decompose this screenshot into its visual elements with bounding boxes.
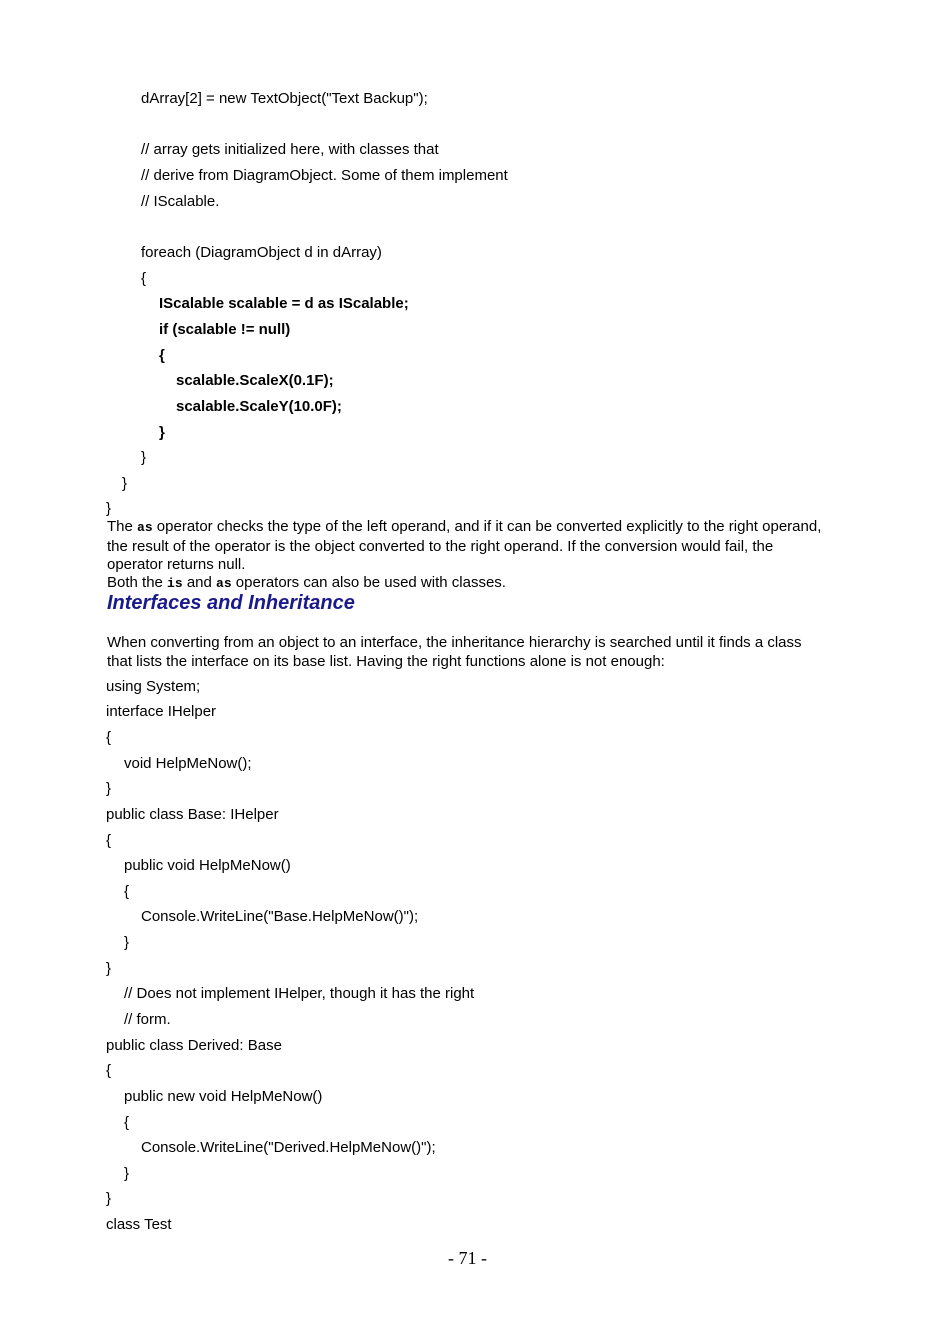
section-heading: Interfaces and Inheritance xyxy=(107,592,355,614)
code-brace: { xyxy=(124,883,130,900)
code-line: Console.WriteLine("Base.HelpMeNow()"); xyxy=(141,908,419,925)
code-line: Console.WriteLine("Derived.HelpMeNow()"); xyxy=(141,1139,436,1156)
keyword-as: as xyxy=(216,576,232,591)
code-brace: } xyxy=(124,934,130,951)
code-brace: } xyxy=(159,424,165,441)
code-brace: } xyxy=(124,1165,130,1182)
code-line-bold: IScalable scalable = d as IScalable; xyxy=(159,295,409,312)
page-number: - 71 - xyxy=(448,1248,487,1268)
code-brace: } xyxy=(106,500,112,517)
code-line: foreach (DiagramObject d in dArray) xyxy=(141,244,382,261)
code-brace: { xyxy=(124,1114,130,1131)
code-brace: } xyxy=(106,960,112,977)
paragraph-interfaces: When converting from an object to an interface, the inheritance hierarchy is searched until it finds a class that lists the interface on its base list. Having the right functions alone is not enough: xyxy=(107,634,802,670)
code-comment: // Does not implement IHelper, though it has the right xyxy=(124,985,475,1002)
code-line: void HelpMeNow(); xyxy=(124,755,252,772)
paragraph-is-as xyxy=(107,574,827,594)
keyword-as: as xyxy=(137,520,153,535)
code-brace: { xyxy=(106,832,112,849)
code-line: using System; xyxy=(106,678,201,695)
code-brace: { xyxy=(106,729,112,746)
paragraph-text: operator checks the type of the left operand, and if it can be converted explicitly to the right operand, the result of the operator is the object converted to the right operand. If the conversion would fail, the operator returns null. xyxy=(107,518,822,573)
keyword-is: is xyxy=(167,576,183,591)
code-brace: { xyxy=(159,347,165,364)
code-brace: { xyxy=(141,270,147,287)
code-line: interface IHelper xyxy=(106,703,217,720)
paragraph-text: The xyxy=(107,518,138,535)
code-brace: } xyxy=(141,449,147,466)
code-comment: // IScalable. xyxy=(141,193,220,210)
code-line-bold: scalable.ScaleX(0.1F); xyxy=(176,372,334,389)
code-line: public class Base: IHelper xyxy=(106,806,279,823)
code-line: public new void HelpMeNow() xyxy=(124,1088,323,1105)
code-brace: } xyxy=(106,780,112,797)
code-comment: // array gets initialized here, with classes that xyxy=(141,141,439,158)
code-brace: } xyxy=(106,1190,112,1207)
code-line-bold: scalable.ScaleY(10.0F); xyxy=(176,398,342,415)
code-line-bold: if (scalable != null) xyxy=(159,321,291,338)
paragraph-as-operator xyxy=(107,518,827,575)
code-line: public void HelpMeNow() xyxy=(124,857,291,874)
code-comment: // form. xyxy=(124,1011,171,1028)
code-comment: // derive from DiagramObject. Some of them implement xyxy=(141,167,508,184)
code-line: class Test xyxy=(106,1216,172,1233)
code-brace: { xyxy=(106,1062,112,1079)
code-line: dArray[2] = new TextObject("Text Backup"); xyxy=(141,90,428,107)
code-brace: } xyxy=(122,475,128,492)
paragraph-text: and xyxy=(182,574,217,591)
paragraph-text: operators can also be used with classes. xyxy=(231,574,506,591)
paragraph-text: Both the xyxy=(107,574,168,591)
code-line: public class Derived: Base xyxy=(106,1037,282,1054)
